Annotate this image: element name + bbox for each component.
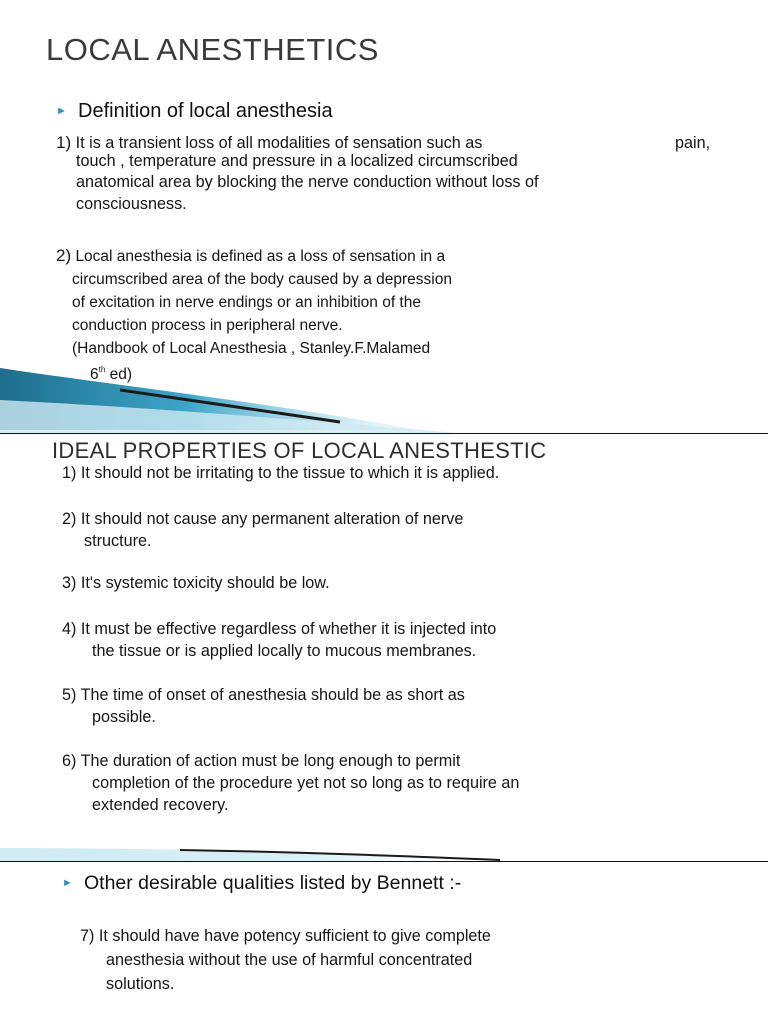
bennett-heading	[62, 872, 461, 895]
property-item-5-line1: 5) The time of onset of anesthesia should be as short as	[62, 686, 465, 704]
definition-heading-text: Definition of local anesthesia	[78, 100, 333, 122]
slide-local-anesthetics	[0, 0, 768, 434]
slide-ideal-properties	[0, 434, 768, 862]
citation-line: (Handbook of Local Anesthesia , Stanley.F.Malamed	[72, 340, 431, 357]
bullet-icon: ►	[62, 877, 73, 889]
definition-heading	[56, 100, 333, 123]
bullet-icon: ►	[56, 105, 67, 117]
property-item-2-line1: 2) It should not cause any permanent alteration of nerve	[62, 510, 464, 528]
definition-2-line4: conduction process in peripheral nerve.	[72, 317, 343, 334]
property-item-1: 1) It should not be irritating to the tissue to which it is applied.	[62, 464, 500, 482]
definition-2-line1: 2) Local anesthesia is defined as a loss of sensation in a	[56, 246, 446, 265]
property-item-7-line2: anesthesia without the use of harmful concentrated	[106, 951, 473, 969]
slide-title: IDEAL PROPERTIES OF LOCAL ANESTHESTIC	[52, 438, 547, 463]
property-item-6-line1: 6) The duration of action must be long enough to permit	[62, 752, 461, 770]
property-item-4-line1: 4) It must be effective regardless of whether it is injected into	[62, 620, 497, 638]
slide-bennett-qualities	[0, 862, 768, 1024]
bennett-heading-text: Other desirable qualities listed by Bennett :-	[84, 872, 462, 894]
property-item-3: 3) It's systemic toxicity should be low.	[62, 574, 330, 592]
property-item-6-line2: completion of the procedure yet not so long as to require an	[92, 774, 520, 792]
definition-1-line1-end: pain,	[675, 134, 711, 152]
definition-1-line4: consciousness.	[76, 195, 187, 213]
definition-2-line3: of excitation in nerve endings or an inhibition of the	[72, 294, 421, 311]
property-item-7-line3: solutions.	[106, 975, 175, 993]
definition-1-line1: 1) It is a transient loss of all modalities of sensation such as	[56, 133, 483, 152]
slide-title: LOCAL ANESTHETICS	[46, 32, 379, 67]
property-item-5-line2: possible.	[92, 708, 156, 726]
definition-2-line2: circumscribed area of the body caused by a depression	[72, 271, 452, 288]
decorative-wave	[0, 360, 768, 434]
definition-1-line3: anatomical area by blocking the nerve conduction without loss of	[76, 173, 539, 191]
property-item-4-line2: the tissue or is applied locally to mucous membranes.	[92, 642, 477, 660]
property-item-2-line2: structure.	[84, 532, 152, 550]
decorative-wave	[0, 818, 768, 862]
citation-edition: 6th ed)	[90, 365, 133, 383]
property-item-6-line3: extended recovery.	[92, 796, 229, 814]
property-item-7-line1: 7) It should have have potency sufficient to give complete	[80, 927, 491, 945]
definition-1-line2: touch , temperature and pressure in a localized circumscribed	[76, 152, 518, 170]
